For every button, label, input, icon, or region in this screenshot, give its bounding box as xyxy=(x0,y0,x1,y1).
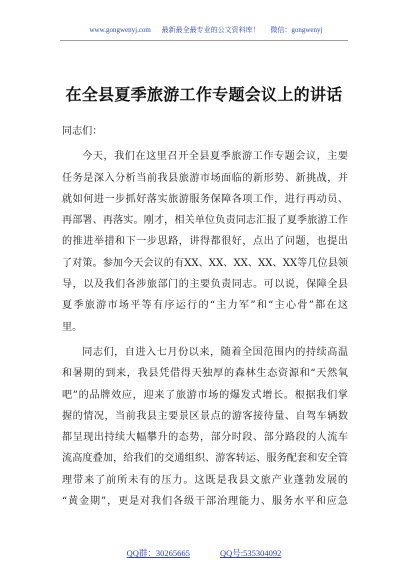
paragraph-line: 理带来了前所未有的压力。这既是我县文旅产业蓬勃发展的 xyxy=(62,474,348,486)
header-website: www.gongwenyj.com xyxy=(89,26,151,34)
header-wechat: 微信：gongwenyj xyxy=(270,26,323,34)
document-body xyxy=(62,121,348,512)
paragraph-line: 今天，我们在这里召开全县夏季旅游工作专题会议，主要 xyxy=(82,151,348,163)
page-header xyxy=(0,25,408,35)
salutation: 同志们： xyxy=(62,126,103,137)
paragraph-line: 任务是深入分析当前我县旅游市场面临的新形势、新挑战，并 xyxy=(62,172,348,184)
page-footer xyxy=(0,547,408,559)
paragraph-line: 握的情况，当前我县主要景区景点的游客接待量、自驾车辆数 xyxy=(62,410,348,422)
paragraph-line: “黄金期”，更是对我们各级干部治理能力、服务水平和应急 xyxy=(62,496,348,508)
paragraph-line: 了对策。参加今天会议的有XX、XX、XX、XX、XX等几位县领 xyxy=(62,257,348,269)
paragraph-2 xyxy=(62,342,348,512)
paragraph-line: 就如何进一步抓好落实旅游服务保障各项工作，进行再动员、 xyxy=(62,193,348,205)
paragraph-line: 里。 xyxy=(62,321,83,333)
paragraph-line: 同志们，自进入七月份以来，随着全国范围内的持续高温 xyxy=(82,346,348,358)
paragraph-line: 流高度叠加，给我们的交通组织、游客转运、服务配套和安全管 xyxy=(62,453,348,465)
paragraph-line: 都呈现出持续大幅攀升的态势，部分时段、部分路段的人流车 xyxy=(62,432,348,444)
paragraph-line: 和暑期的到来，我县凭借得天独厚的森林生态资源和“天然氧 xyxy=(62,368,348,380)
footer-qq-number: QQ号:535304092 xyxy=(220,548,282,558)
paragraph-line: 吧”的品牌效应，迎来了旅游市场的爆发式增长。根据我们掌 xyxy=(62,389,348,401)
header-slogan: 最新最全最专业的公文资料库！ xyxy=(161,26,260,34)
footer-qq-group: QQ群：30265665 xyxy=(126,548,190,558)
paragraph-line: 的推进举措和下一步思路，讲得都很好，点出了问题，也提出 xyxy=(62,236,348,248)
paragraph-line: 再部署、再落实。刚才，相关单位负责同志汇报了夏季旅游工作 xyxy=(62,215,348,227)
header-rule xyxy=(60,40,348,41)
paragraph-1 xyxy=(62,146,348,338)
document-title: 在全县夏季旅游工作专题会议上的讲话 xyxy=(65,85,343,104)
paragraph-line: 导，以及我们各涉旅部门的主要负责同志。可以说，保障全县 xyxy=(62,279,348,291)
paragraph-line: 夏季旅游市场平等有序运行的“主力军”和“主心骨”都在这 xyxy=(62,300,348,312)
